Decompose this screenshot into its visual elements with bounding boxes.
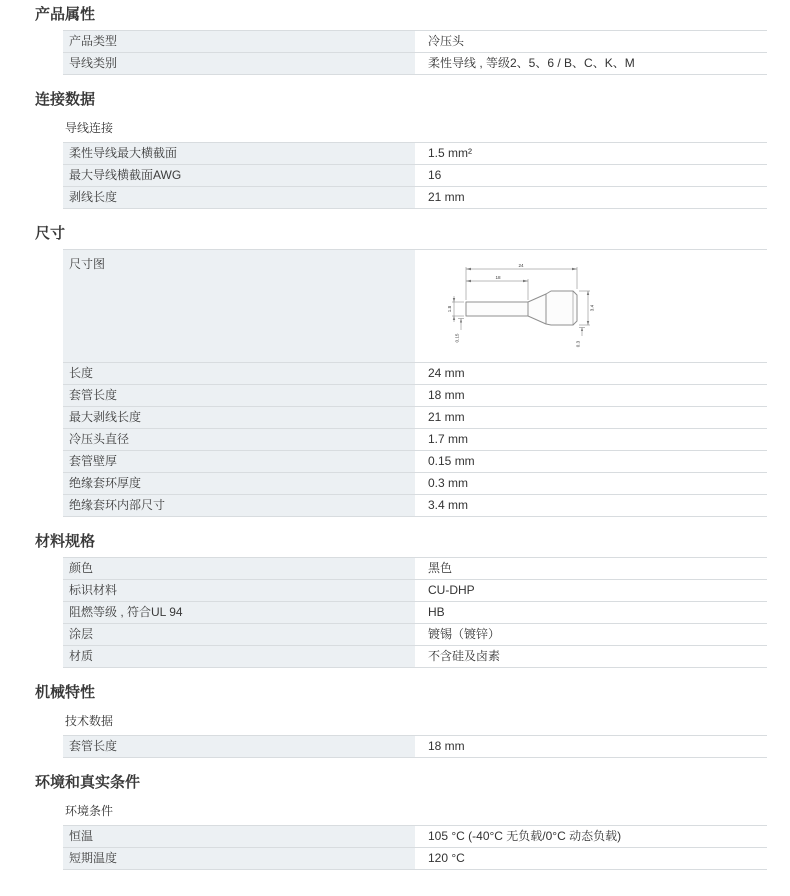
spec-label: 短期温度: [63, 848, 415, 869]
spec-row: [63, 646, 767, 668]
spec-row: [63, 53, 767, 75]
dim-total-length: 24: [518, 263, 524, 268]
group-subheader: 技术数据: [63, 711, 767, 736]
spec-label: 冷压头直径: [63, 429, 415, 450]
dim-sleeve-length: 18: [495, 275, 501, 280]
spec-value: 24 mm: [428, 366, 465, 380]
section-mechanical-properties: [35, 684, 767, 758]
spec-table: [63, 249, 767, 517]
spec-row: [63, 143, 767, 165]
spec-value: 120 °C: [428, 851, 465, 865]
spec-row: [63, 624, 767, 646]
section-connection-data: [35, 91, 767, 209]
spec-value: 不含硅及卤素: [428, 649, 501, 663]
spec-table: [63, 118, 767, 209]
spec-value: CU-DHP: [428, 583, 475, 597]
spec-value: 16: [428, 168, 442, 182]
spec-label: 套管长度: [63, 385, 415, 406]
section-title: 机械特性: [35, 684, 96, 701]
spec-label: 产品类型: [63, 31, 415, 52]
spec-label: 最大导线横截面AWG: [63, 165, 415, 186]
section-product-attributes: [35, 6, 767, 75]
table-rows: [63, 143, 767, 209]
spec-row: [63, 558, 767, 580]
spec-row: [63, 602, 767, 624]
dim-wall-thickness: 0.15: [454, 333, 460, 343]
ferrule-dimension-diagram: [442, 260, 598, 356]
section-title: 连接数据: [35, 91, 96, 108]
spec-value: 18 mm: [428, 388, 465, 402]
section-title: 产品属性: [35, 6, 96, 23]
dim-collar-inner: 3.4: [589, 304, 595, 312]
spec-table: [63, 30, 767, 75]
spec-value: 3.4 mm: [428, 498, 469, 512]
section-environmental-conditions: [35, 774, 767, 870]
spec-label: 标识材料: [63, 580, 415, 601]
spec-value: 21 mm: [428, 410, 465, 424]
spec-row: [63, 580, 767, 602]
section-title: 材料规格: [35, 533, 96, 550]
spec-row: [63, 473, 767, 495]
ferrule-funnel: [528, 294, 546, 324]
spec-label: 导线类别: [63, 53, 415, 74]
spec-label: 最大剥线长度: [63, 407, 415, 428]
spec-row: [63, 429, 767, 451]
table-rows: [63, 826, 767, 870]
spec-label: 柔性导线最大横截面: [63, 143, 415, 164]
spec-row: [63, 165, 767, 187]
spec-table: [63, 801, 767, 870]
spec-row: [63, 826, 767, 848]
spec-row: [63, 187, 767, 209]
spec-row: [63, 31, 767, 53]
spec-value: 21 mm: [428, 190, 465, 204]
spec-value: 0.3 mm: [428, 476, 469, 490]
dimension-diagram-cell: [415, 250, 767, 362]
table-rows: [63, 736, 767, 758]
spec-value: 1.5 mm²: [428, 146, 473, 160]
ferrule-collar: [546, 291, 577, 325]
spec-row: [63, 407, 767, 429]
spec-value: 105 °C (-40°C 无负载/0°C 动态负载): [428, 829, 622, 843]
spec-table: [63, 557, 767, 668]
spec-label: 恒温: [63, 826, 415, 847]
spec-value: 镀锡（镀锌）: [428, 627, 501, 641]
table-rows: [63, 249, 767, 517]
spec-label: 涂层: [63, 624, 415, 645]
spec-label: 绝缘套环内部尺寸: [63, 495, 415, 516]
spec-label: 套管长度: [63, 736, 415, 757]
spec-row: [63, 363, 767, 385]
spec-value: 18 mm: [428, 739, 465, 753]
table-rows: [63, 30, 767, 75]
section-dimensions: [35, 225, 767, 517]
diagram-row: [63, 250, 767, 363]
spec-value: 柔性导线 , 等级2、5、6 / B、C、K、M: [428, 56, 635, 70]
group-subheader: 导线连接: [63, 118, 767, 143]
table-rows: [63, 557, 767, 668]
spec-row: [63, 495, 767, 517]
spec-value: 0.15 mm: [428, 454, 475, 468]
dim-collar-wall: 0.3: [575, 340, 581, 348]
spec-value: 黑色: [428, 561, 453, 575]
spec-label: 长度: [63, 363, 415, 384]
spec-table: [63, 711, 767, 758]
spec-label: 尺寸图: [63, 250, 415, 362]
spec-label: 套管壁厚: [63, 451, 415, 472]
section-title: 尺寸: [35, 225, 66, 242]
spec-label: 绝缘套环厚度: [63, 473, 415, 494]
spec-label: 剥线长度: [63, 187, 415, 208]
dim-sleeve-diameter: 1.8: [447, 305, 452, 313]
spec-value: HB: [428, 605, 445, 619]
spec-row: [63, 736, 767, 758]
spec-row: [63, 848, 767, 870]
spec-label: 材质: [63, 646, 415, 667]
spec-row: [63, 451, 767, 473]
spec-label: 阻燃等级 , 符合UL 94: [63, 602, 415, 623]
section-material-specifications: [35, 533, 767, 668]
section-title: 环境和真实条件: [35, 774, 141, 791]
spec-value: 冷压头: [428, 34, 465, 48]
spec-label: 颜色: [63, 558, 415, 579]
spec-value: 1.7 mm: [428, 432, 469, 446]
spec-row: [63, 385, 767, 407]
group-subheader: 环境条件: [63, 801, 767, 826]
ferrule-tube: [466, 302, 528, 316]
